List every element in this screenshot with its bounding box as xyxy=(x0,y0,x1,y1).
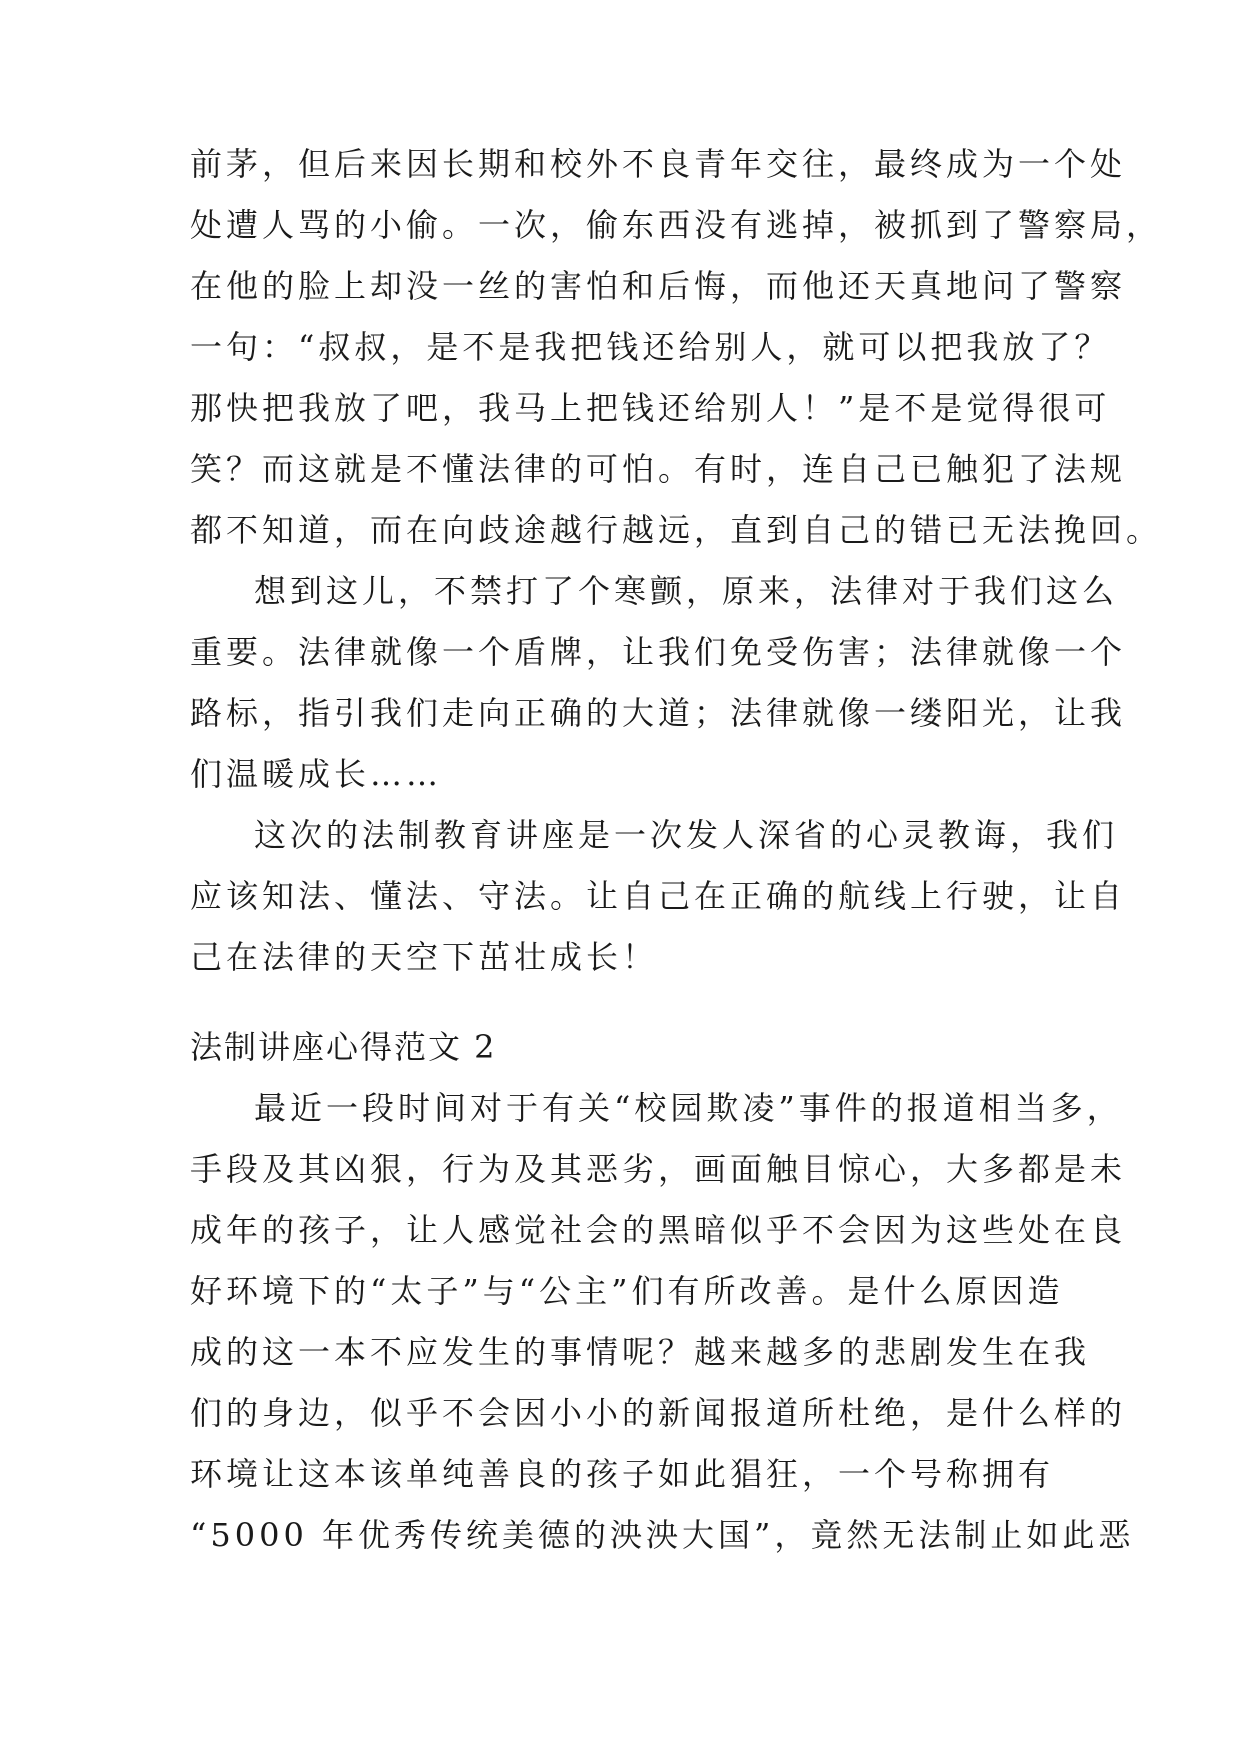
paragraph-line: 一句：“叔叔，是不是我把钱还给别人，就可以把我放了？ xyxy=(190,328,1111,366)
paragraph-line: 都不知道，而在向歧途越行越远，直到自己的错已无法挽回。 xyxy=(190,511,1163,549)
paragraph-line: 手段及其凶狠，行为及其恶劣，画面触目惊心，大多都是未 xyxy=(190,1150,1127,1188)
paragraph-line: 重要。法律就像一个盾牌，让我们免受伤害；法律就像一个 xyxy=(190,633,1127,671)
paragraph-line: 成的这一本不应发生的事情呢？越来越多的悲剧发生在我 xyxy=(190,1333,1091,1371)
paragraph-line: 环境让这本该单纯善良的孩子如此猖狂，一个号称拥有 xyxy=(190,1455,1055,1493)
paragraph-line: 前茅，但后来因长期和校外不良青年交往，最终成为一个处 xyxy=(190,145,1127,183)
paragraph-4 xyxy=(190,1078,1135,1566)
paragraph-line: 路标，指引我们走向正确的大道；法律就像一缕阳光，让我 xyxy=(190,694,1127,732)
paragraph-line: 应该知法、懂法、守法。让自己在正确的航线上行驶，让自 xyxy=(190,877,1127,915)
paragraph-line: 成年的孩子，让人感觉社会的黑暗似乎不会因为这些处在良 xyxy=(190,1211,1127,1249)
paragraph-line: 们的身边，似乎不会因小小的新闻报道所杜绝，是什么样的 xyxy=(190,1394,1127,1432)
paragraph-line: 这次的法制教育讲座是一次发人深省的心灵教诲，我们 xyxy=(254,816,1119,854)
paragraph-2 xyxy=(190,561,1127,805)
paragraph-line: “5000 年优秀传统美德的泱泱大国”，竟然无法制止如此恶 xyxy=(190,1516,1135,1554)
paragraph-3 xyxy=(190,805,1127,988)
paragraph-line: 好环境下的“太子”与“公主”们有所改善。是什么原因造 xyxy=(190,1272,1064,1310)
paragraph-1 xyxy=(190,134,1163,561)
paragraph-line: 处遭人骂的小偷。一次，偷东西没有逃掉，被抓到了警察局， xyxy=(190,206,1163,244)
paragraph-line: 们温暖成长…… xyxy=(190,755,443,793)
paragraph-line: 想到这儿，不禁打了个寒颤，原来，法律对于我们这么 xyxy=(254,572,1119,610)
paragraph-line: 那快把我放了吧，我马上把钱还给别人！”是不是觉得很可 xyxy=(190,389,1111,427)
paragraph-line: 笑？而这就是不懂法律的可怕。有时，连自己已触犯了法规 xyxy=(190,450,1127,488)
section-heading: 法制讲座心得范文 2 xyxy=(190,1028,497,1066)
paragraph-line: 在他的脸上却没一丝的害怕和后悔，而他还天真地问了警察 xyxy=(190,267,1127,305)
paragraph-line: 己在法律的天空下茁壮成长！ xyxy=(190,938,659,976)
paragraph-line: 最近一段时间对于有关“校园欺凌”事件的报道相当多， xyxy=(254,1089,1123,1127)
